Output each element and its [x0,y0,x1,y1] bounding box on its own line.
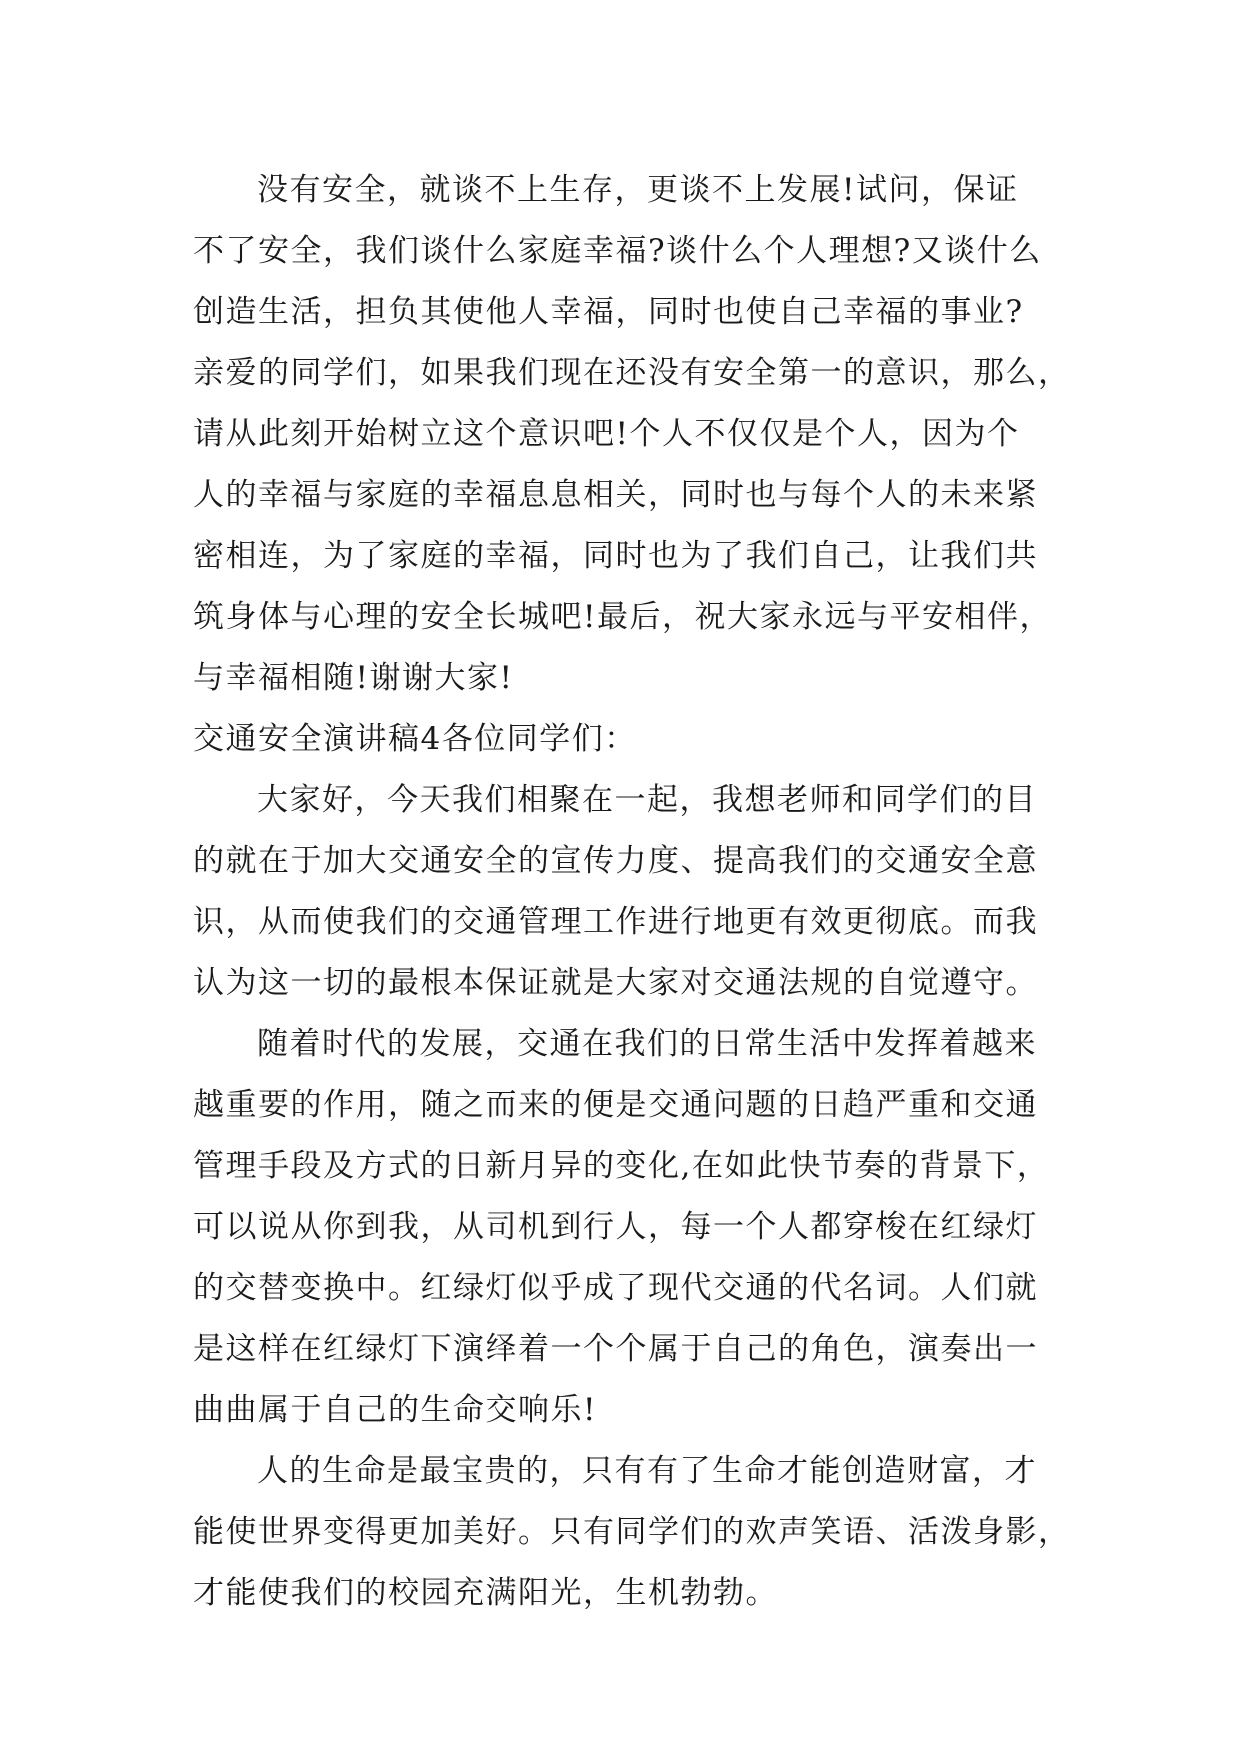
text-line: 可以说从你到我，从司机到行人，每一个人都穿梭在红绿灯 [193,1209,1038,1245]
section-heading: 交通安全演讲稿4各位同学们： [193,721,637,757]
text-line: 不了安全，我们谈什么家庭幸福?谈什么个人理想?又谈什么 [193,233,1042,269]
text-line: 才能使我们的校园充满阳光，生机勃勃。 [193,1575,778,1611]
text-line: 请从此刻开始树立这个意识吧!个人不仅仅是个人，因为个 [193,416,1020,452]
text-line: 没有安全，就谈不上生存，更谈不上发展!试问，保证 [257,172,1019,208]
text-line: 管理手段及方式的日新月异的变化,在如此快节奏的背景下， [193,1148,1050,1184]
text-line: 人的幸福与家庭的幸福息息相关，同时也与每个人的未来紧 [193,477,1038,513]
text-line: 越重要的作用，随之而来的便是交通问题的日趋严重和交通 [193,1087,1038,1123]
text-line: 亲爱的同学们，如果我们现在还没有安全第一的意识，那么， [193,355,1071,391]
text-line: 的就在于加大交通安全的宣传力度、提高我们的交通安全意 [193,843,1038,879]
text-line: 创造生活，担负其使他人幸福，同时也使自己幸福的事业? [193,294,1024,330]
text-line: 认为这一切的最根本保证就是大家对交通法规的自觉遵守。 [193,965,1038,1001]
text-line: 随着时代的发展，交通在我们的日常生活中发挥着越来 [257,1026,1037,1062]
text-line: 筑身体与心理的安全长城吧!最后，祝大家永远与平安相伴， [193,599,1052,635]
text-line: 人的生命是最宝贵的，只有有了生命才能创造财富，才 [257,1453,1037,1489]
text-line: 大家好，今天我们相聚在一起，我想老师和同学们的目 [257,782,1037,818]
text-line: 密相连，为了家庭的幸福，同时也为了我们自己，让我们共 [193,538,1038,574]
text-line: 识，从而使我们的交通管理工作进行地更有效更彻底。而我 [193,904,1038,940]
text-line: 是这样在红绿灯下演绎着一个个属于自己的角色，演奏出一 [193,1331,1038,1367]
document-body [193,160,1071,1624]
text-line: 曲曲属于自己的生命交响乐! [193,1392,597,1428]
text-line: 的交替变换中。红绿灯似乎成了现代交通的代名词。人们就 [193,1270,1038,1306]
text-line: 能使世界变得更加美好。只有同学们的欢声笑语、活泼身影， [193,1514,1071,1550]
text-line: 与幸福相随!谢谢大家! [193,660,514,696]
